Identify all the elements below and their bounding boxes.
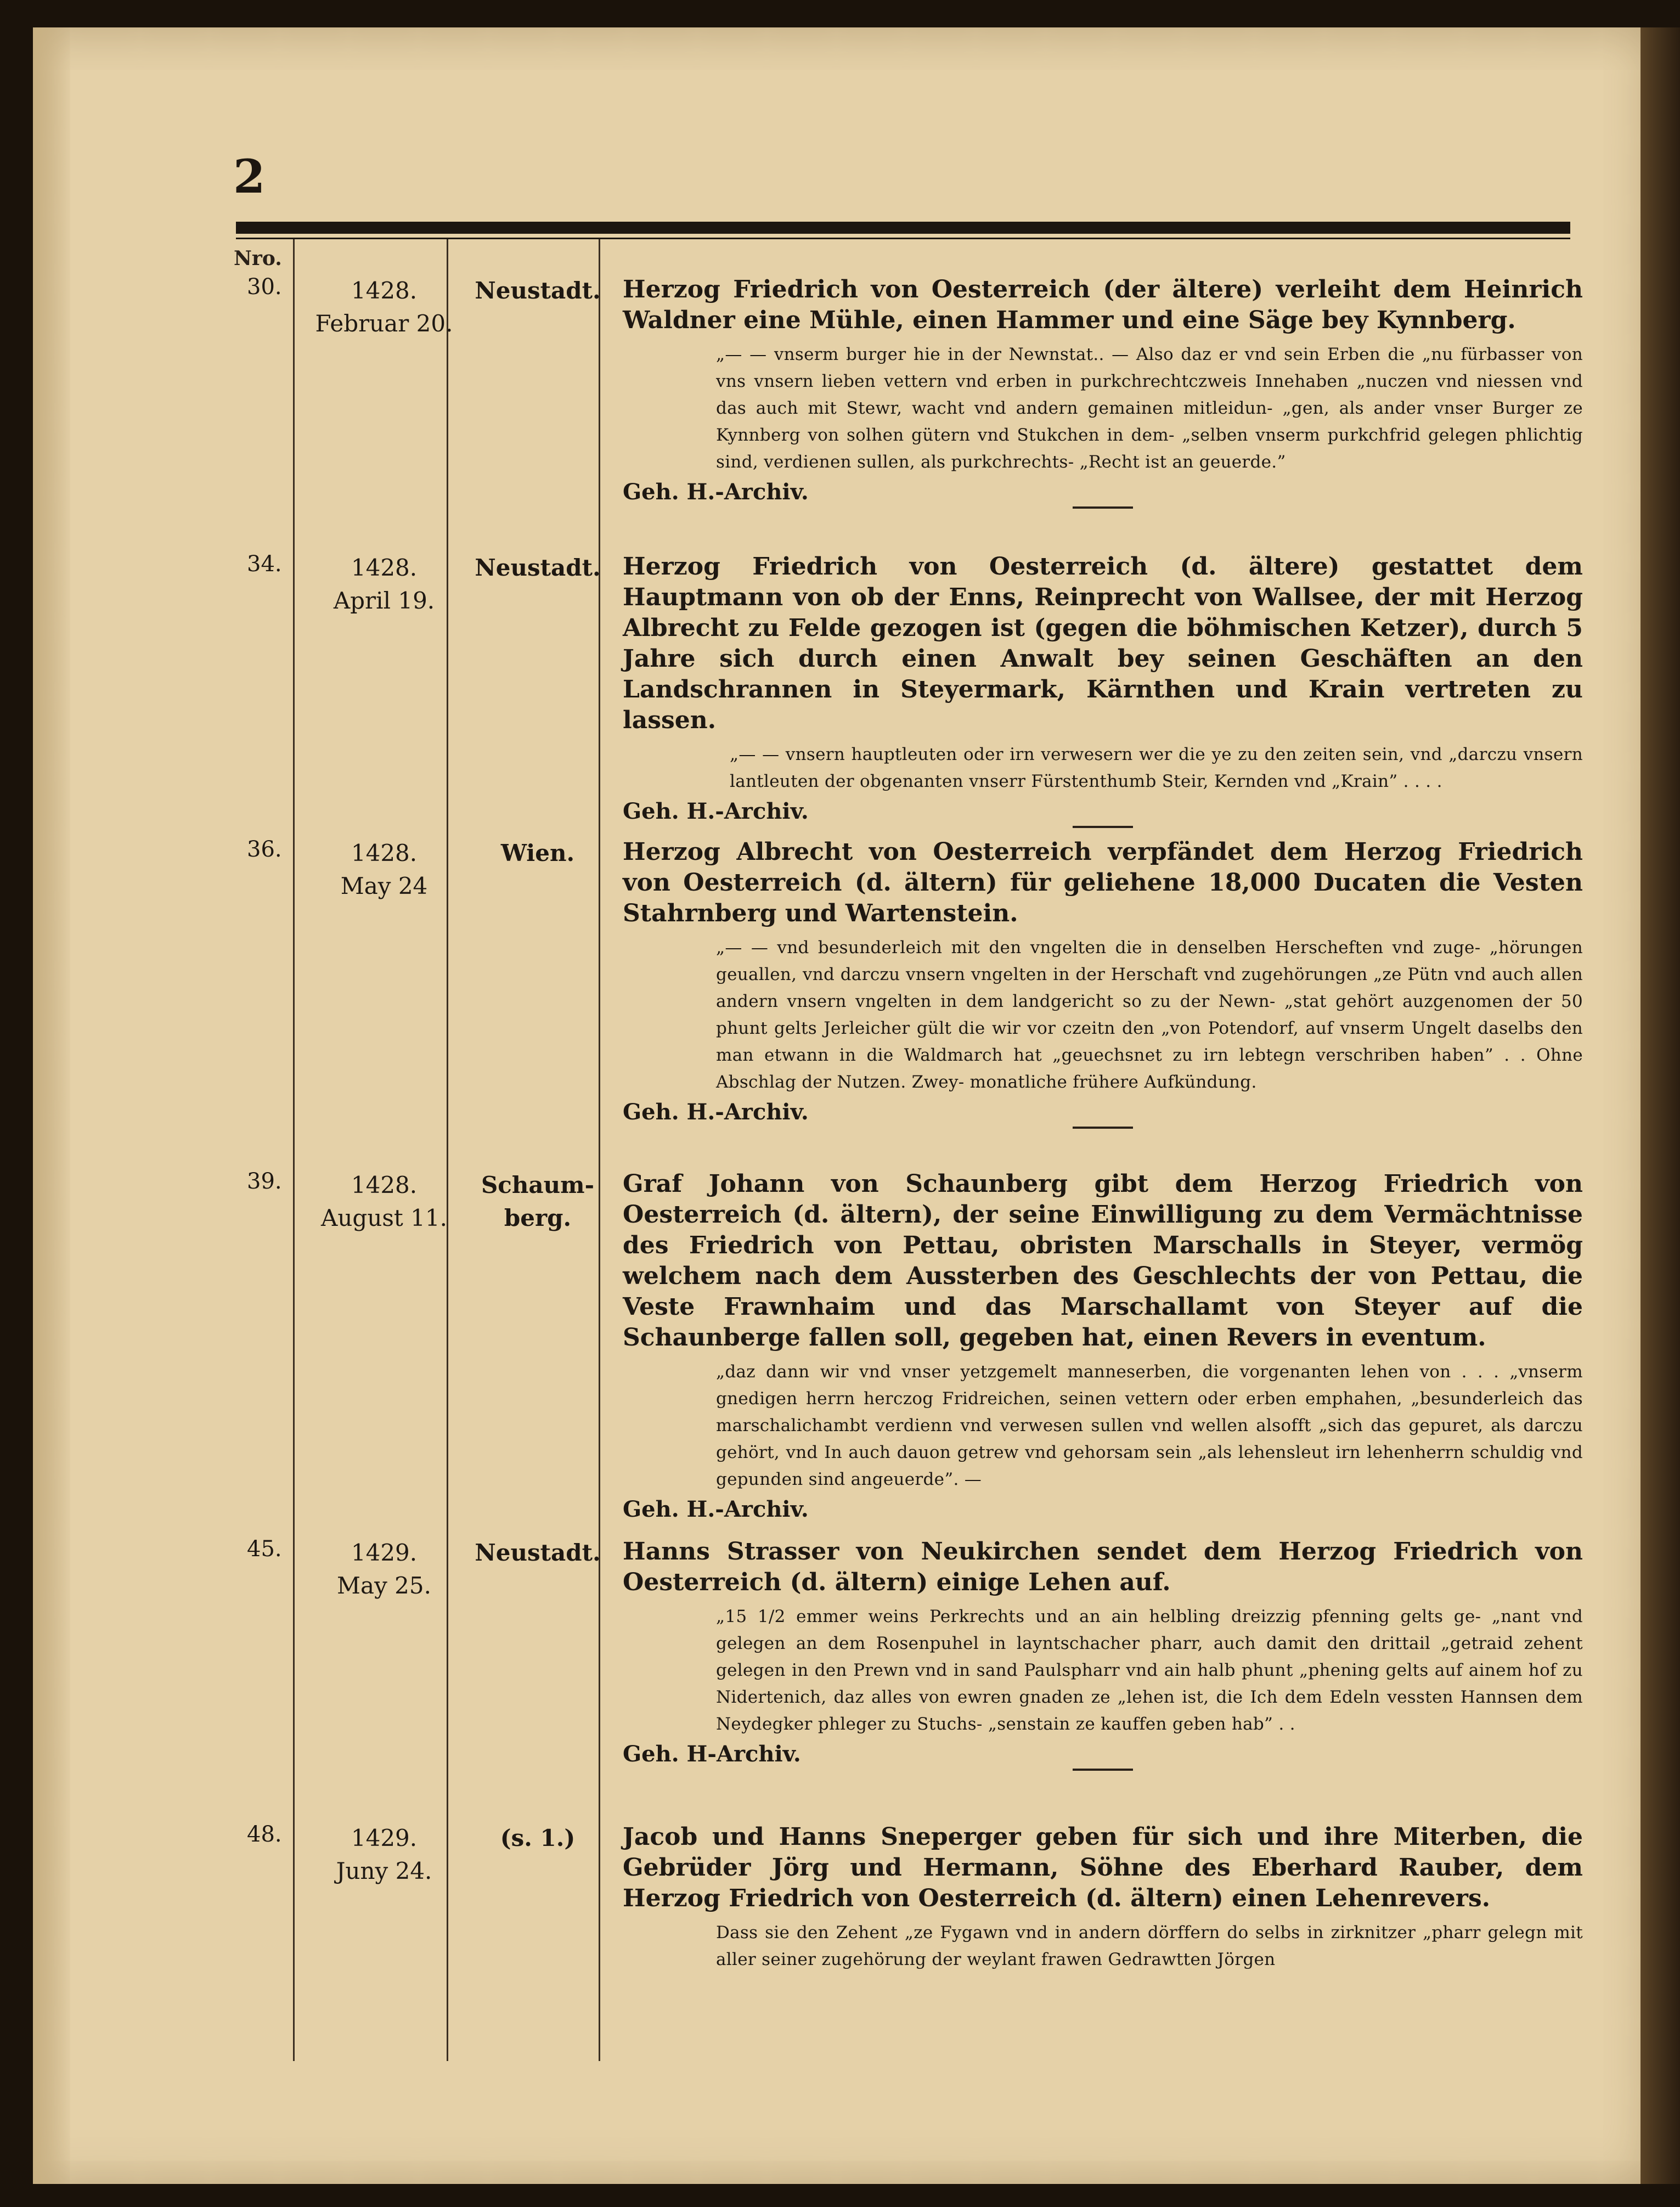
entry-summary: Herzog Friedrich von Oesterreich (der ältere) verleiht dem Heinrich Waldner eine Mühle, einen Hammer und eine Säge bey Kynnberg. <box>623 275 1583 334</box>
entry-place: Wien. <box>500 840 575 866</box>
entry-number: 39. <box>247 1169 282 1194</box>
entry-archive: Geh. H.-Archiv. <box>623 1496 809 1522</box>
entry-quote: Dass sie den Zehent „ze Fygawn vnd in andern dörffern do selbs in zirknitzer „pharr gelegn mit aller seiner zugehörung der weylant frawen Gedrawtten Jörgen <box>716 1923 1583 1969</box>
entry-number: 48. <box>247 1822 282 1847</box>
entry-year: 1429. <box>351 1825 418 1851</box>
entry-year: 1429. <box>351 1539 418 1566</box>
nro-column-header: Nro. <box>234 247 282 270</box>
entry-content <box>623 837 1583 1129</box>
entry-quote: „15 1/2 emmer weins Perkrechts und an ain helbling dreizzig pfenning gelts ge- „nant vnd gelegen an dem Rosenpuhel in layntschacher pharr, auch damit den drittail „getraid zehent gelegen in den Prewn vnd in sand Paulspharr vnd ain halb phunt „phening gelts auf ainem hof zu Nidertenich, daz alles von ewren gnaden ze „lehen ist, die Ich dem Edeln vessten Hannsen dem Neydegker phleger zu Stuchs- „senstain ze kauffen geben hab” . . <box>716 1607 1583 1734</box>
entry-place: Neustadt. <box>475 277 601 304</box>
book-spine <box>1640 27 1680 2184</box>
entry-day: April 19. <box>333 587 435 614</box>
entry-archive: Geh. H.-Archiv. <box>623 479 809 505</box>
entry-number: 36. <box>247 837 282 862</box>
entry-summary: Jacob und Hanns Sneperger geben für sich und ihre Miterben, die Gebrüder Jörg und Hermann, Söhne des Eberhard Rauber, dem Herzog Friedrich von Oesterreich (d. ältern) einen Lehenrevers. <box>623 1823 1583 1912</box>
entry-quote: „— — vnserm burger hie in der Newnstat.. — Also daz er vnd sein Erben die „nu fürbasser von vns vnsern lieben vettern vnd erben in purkchrechtczweis Innehaben „nuczen vnd niessen vnd das auch mit Stewr, wacht vnd andern gemainen mitleidun- „gen, als ander vnser Burger ze Kynnberg von solhen gütern vnd Stukchen in dem- „selben vnserm purkchfrid gelegen phlichtig sind, verdienen sullen, als purkchrechts- „Recht ist an geuerde.” <box>716 345 1583 472</box>
entry-number: 34. <box>247 551 282 577</box>
entry-archive: Geh. H-Archiv. <box>623 1741 801 1767</box>
entry-place-line2: berg. <box>504 1204 572 1231</box>
entry-place: Neustadt. <box>475 554 601 581</box>
entry-separator <box>1073 506 1133 509</box>
entry-year: 1428. <box>351 277 418 304</box>
entry-separator <box>1073 1127 1133 1129</box>
entry-content <box>623 274 1583 509</box>
entry-summary: Herzog Albrecht von Oesterreich verpfändet dem Herzog Friedrich von Oesterreich (d. ältern) für geliehene 18,000 Ducaten die Vesten Stahrnberg und Wartenstein. <box>623 838 1583 927</box>
entry-summary: Hanns Strasser von Neukirchen sendet dem Herzog Friedrich von Oesterreich (d. ältern) einige Lehen auf. <box>623 1538 1583 1596</box>
entry-date <box>313 837 455 903</box>
entry-separator <box>1073 826 1133 828</box>
entry-archive: Geh. H.-Archiv. <box>623 798 809 824</box>
entry-number: 30. <box>247 274 282 300</box>
entry-archive: Geh. H.-Archiv. <box>623 1099 809 1125</box>
entry-content <box>623 1822 1583 1973</box>
entry-place <box>464 1169 612 1235</box>
entry-quote: „— — vnd besunderleich mit den vngelten die in denselben Herscheften vnd zuge- „hörungen geuallen, vnd darczu vnsern vngelten in der Herschaft vnd zugehörungen „ze Pütn vnd auch allen andern vnsern vngelten in dem landgericht so zu der Newn- „stat gehört auzgenomen der 50 phunt gelts Jerleicher gült die wir vor czeitn den „von Potendorf, auf vnserm Ungelt daselbs den man etwann in die Waldmarch hat „geuechsnet zu irn lebtegn verschriben haben” . . Ohne Abschlag der Nutzen. Zwey- monatliche frühere Aufkündung. <box>716 938 1583 1092</box>
column-divider-place <box>447 239 448 2061</box>
page-left-edge <box>33 27 71 2184</box>
entry-year: 1428. <box>351 554 418 581</box>
entry-quote: „daz dann wir vnd vnser yetzgemelt manneserben, die vorgenanten lehen von . . . „vnserm gnedigen herrn herczog Fridreichen, seinen vettern oder erben emphahen, „besunderleich das marschalichambt verdienn vnd verwesen sullen vnd wellen alsofft „sich das gepuret, als darczu gehört, vnd In auch dauon getrew vnd gehorsam sein „als lehensleut irn lehenherrn schuldig vnd gepunden sind angeuerde”. — <box>716 1362 1583 1489</box>
entry-day: May 24 <box>340 872 428 899</box>
entry-quote: „— — vnsern hauptleuten oder irn verwesern wer die ye zu den zeiten sein, vnd „darczu vnsern lantleuten der obgenanten vnserr Fürstenthumb Steir, Kernden vnd „Krain” . . . . <box>730 745 1583 791</box>
entry-date <box>313 1822 455 1888</box>
entry-place: Neustadt. <box>475 1539 601 1566</box>
entry-place-line1: Schaum- <box>481 1172 595 1198</box>
entry-day: Februar 20. <box>315 310 453 337</box>
entry-date <box>313 1169 455 1235</box>
entry-summary: Graf Johann von Schaunberg gibt dem Herzog Friedrich von Oesterreich (d. ältern), der seine Einwilligung zu dem Vermächtnisse des Friedrich von Pettau, obristen Marschalls in Steyer, vermög welchem nach dem Aussterben des Geschlechts der von Pettau, die Veste Frawnhaim und das Marschallamt von Steyer auf die Schaunberge fallen soll, gegeben hat, einen Revers in eventum. <box>623 1170 1583 1352</box>
column-divider-content <box>599 239 600 2061</box>
entry-content <box>623 1536 1583 1771</box>
entry-separator <box>1073 1769 1133 1771</box>
entry-day: May 25. <box>337 1572 431 1599</box>
entry-number: 45. <box>247 1536 282 1562</box>
entry-day: August 11. <box>321 1204 447 1231</box>
entry-day: Juny 24. <box>336 1857 432 1884</box>
entry-place: (s. 1.) <box>500 1825 576 1851</box>
entry-date <box>313 1536 455 1602</box>
page-number: 2 <box>233 149 266 204</box>
entry-date <box>313 551 455 617</box>
entry-year: 1428. <box>351 1172 418 1198</box>
entry-content <box>623 551 1583 828</box>
column-divider-date <box>293 239 295 2061</box>
entry-content <box>623 1169 1583 1524</box>
entry-summary: Herzog Friedrich von Oesterreich (d. ältere) gestattet dem Hauptmann von ob der Enns, Reinprecht von Wallsee, der mit Herzog Albrecht zu Felde gezogen ist (gegen die böhmischen Ketzer), durch 5 Jahre sich durch einen Anwalt bey seinen Geschäften an den Landschrannen in Steyermark, Kärnthen und Krain vertreten zu lassen. <box>623 553 1583 734</box>
header-rule <box>236 222 1570 234</box>
entry-date <box>313 274 455 340</box>
entry-year: 1428. <box>351 840 418 866</box>
